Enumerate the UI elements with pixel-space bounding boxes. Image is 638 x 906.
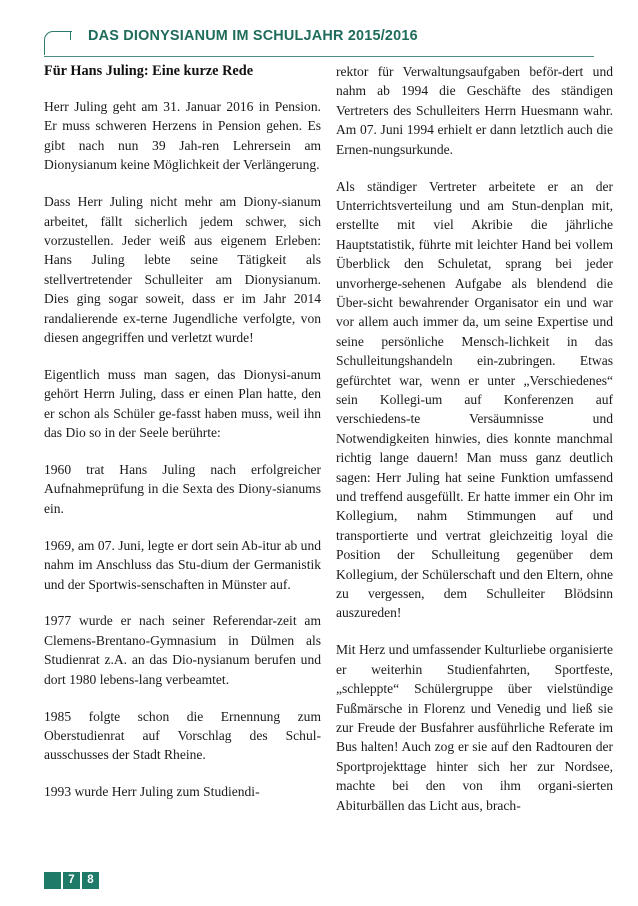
paragraph-continuation: rektor für Verwaltungsaufgaben beför-dert und nahm ab 1994 die Geschäfte des ständigen Vertreters des Schulleiters Herrn Huesmann wahr. Am 07. Juni 1994 erhielt er dann letztlich auch die Ernen-nungsurkunde. <box>336 64 613 157</box>
text-column-right <box>336 62 613 815</box>
page-number-folio <box>44 872 99 889</box>
folio-box-page-7: 7 <box>63 872 80 889</box>
paragraph: 1960 trat Hans Juling nach erfolgreicher Aufnahmeprüfung in die Sexta des Diony-sianums ein. <box>44 462 321 516</box>
paragraph: 1969, am 07. Juni, legte er dort sein Ab-itur ab und nahm im Anschluss das Stu-dium der Germanistik und der Sportwis-senschaften in Münster auf. <box>44 537 321 592</box>
paragraph: 1977 wurde er nach seiner Referendar-zeit am Clemens-Brentano-Gymnasium in Dülmen als Studienrat z.A. an das Dio-nysianum berufen und dort 1980 lebens-lang verbeamtet. <box>44 613 321 687</box>
paragraph: Dass Herr Juling nicht mehr am Diony-sianum arbeitet, fällt sicherlich jedem schwer, sich vorzustellen. Jeder weiß aus eigenem Erleben: Hans Juling lebte seine Tätigkeit als stellvertretender Schulleiter am Dionysianum. Dies ging sogar soweit, dass er im Jahr 2014 randalierende ex-terne Jugendliche verfolgte, von diesen angegriffen und verletzt wurde! <box>44 194 321 345</box>
folio-box-blank <box>44 872 61 889</box>
corner-bracket-icon <box>44 31 72 55</box>
header-title: DAS DIONYSIANUM IM SCHULJAHR 2015/2016 <box>88 28 418 44</box>
header-divider <box>44 56 594 57</box>
paragraph-continued: Mit Herz und umfassender Kulturliebe organisierte er weiterhin Studienfahrten, Sportfeste, „schleppte“ Schülergruppe über vielstündige Fußmärsche in Florenz und Venedig und ließ sie zur Freude der Busfahrer ausführliche Referate im Bus halten! Auch zog er sie auf den Radtouren der Sportprojekttage hinter sich her zur Nordsee, machte bei den von ihm organi-sierten Abiturbällen das Licht aus, brach- <box>336 642 614 813</box>
corner-bracket-tick-icon <box>70 31 71 40</box>
text-column-left <box>44 62 321 802</box>
folio-box-page-8: 8 <box>82 872 99 889</box>
paragraph-continued: 1993 wurde Herr Juling zum Studiendi- <box>44 784 260 800</box>
article-heading: Für Hans Juling: Eine kurze Rede <box>44 63 254 79</box>
paragraph: Herr Juling geht am 31. Januar 2016 in Pension. Er muss schweren Herzens in Pension gehen. Es gibt nach nun 39 Jah-ren Lehrersein am Dionysianum keine Möglichkeit der Verlängerung. <box>44 99 321 173</box>
paragraph: Als ständiger Vertreter arbeitete er an der Unterrichtsverteilung und am Stun-denplan mit, erstellte mit viel Akribie die jährliche Hauptstatistik, führte mit leichter Hand bei vollem Überblick den Schuletat, sprang bei jeder unvorherge-sehenen Aufgabe als blendend die Über-sicht bewahrender Organisator ein und war vor allem auch immer da, um seine Expertise und seine persönliche Mensch-lichkeit in das Schulleitungshandeln ein-zubringen. Etwas gefürchtet war, wenn er unter „Verschiedenes“ sein Kollegi-um auf Konferenzen auf verschiedens-te Versäumnisse und Notwendigkeiten hinwies, dies konnte manchmal richtig lange dauern! Man muss ganz deutlich sagen: Herr Juling hat seine Funktion umfassend und treffend ausgefüllt. Er hatte immer ein Ohr im Kollegium, nahm Stimmungen auf und transportierte und vertrat gleichzeitig loyal die Position der Schulleitung gegenüber dem Kollegium, der Schülerschaft und den Eltern, ohne zu vergessen, dem Schulleiter Blödsinn auszureden! <box>336 178 613 621</box>
running-header <box>44 28 594 60</box>
paragraph: 1985 folgte schon die Ernennung zum Oberstudienrat auf Vorschlag des Schul-ausschusses der Stadt Rheine. <box>44 708 321 763</box>
paragraph: Eigentlich muss man sagen, das Dionysi-anum gehört Herrn Juling, dass er einen Plan hatte, den er schon als Schüler ge-fasst haben muss, weil ihn das Dio so in der Seele berührte: <box>44 366 321 441</box>
